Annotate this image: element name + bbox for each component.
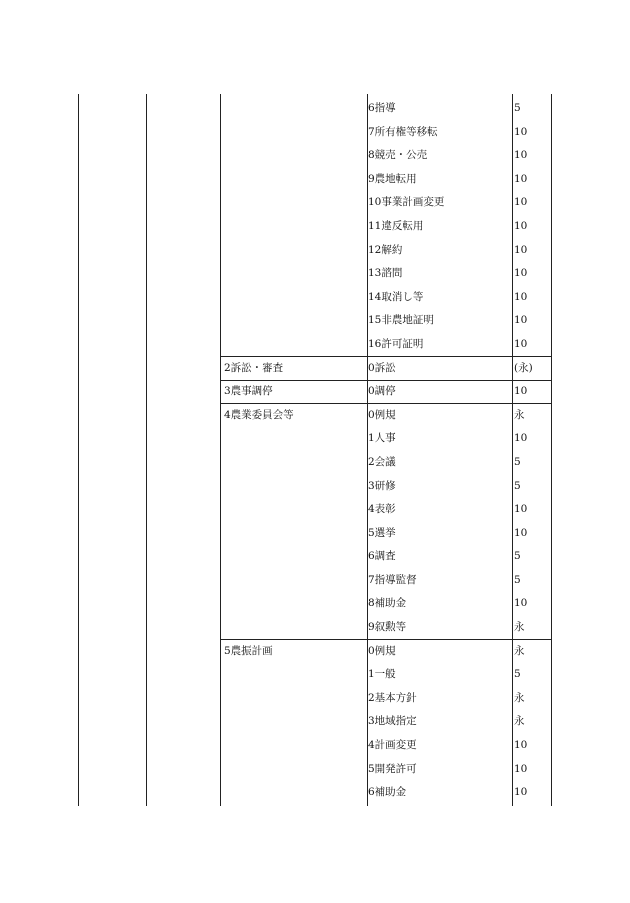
item-cell: 0例規 <box>368 644 396 657</box>
item-cell: 10事業計画変更 <box>368 196 445 209</box>
retention-years-cell: 10 <box>514 290 528 303</box>
retention-years-cell: 10 <box>514 149 528 162</box>
table-row <box>0 427 630 451</box>
table-row <box>0 616 630 640</box>
item-cell: 9叙勲等 <box>368 621 407 634</box>
item-cell: 13諮問 <box>368 267 403 280</box>
retention-years-cell: 5 <box>514 668 521 681</box>
retention-years-cell: 10 <box>514 762 528 775</box>
table-row <box>0 191 630 215</box>
item-cell: 7所有権等移転 <box>368 125 438 138</box>
item-cell: 0例規 <box>368 408 396 421</box>
retention-years-cell: 永 <box>514 408 525 421</box>
item-cell: 0訴訟 <box>368 361 396 374</box>
table-row <box>0 286 630 310</box>
item-cell: 14取消し等 <box>368 290 424 303</box>
table-row <box>0 498 630 522</box>
table-row <box>0 451 630 475</box>
table-row <box>0 215 630 239</box>
retention-years-cell: 10 <box>514 526 528 539</box>
retention-years-cell: 10 <box>514 172 528 185</box>
item-cell: 6補助金 <box>368 786 407 799</box>
retention-years-cell: 5 <box>514 102 521 114</box>
table-row <box>0 522 630 546</box>
table-row <box>0 569 630 593</box>
item-cell: 1一般 <box>368 668 396 681</box>
retention-years-cell: 10 <box>514 786 528 799</box>
table-row <box>0 640 630 664</box>
retention-years-cell: 5 <box>514 479 521 492</box>
item-cell: 16許可証明 <box>368 337 424 350</box>
retention-years-cell: 5 <box>514 573 521 586</box>
table-row <box>0 734 630 758</box>
table-row <box>0 663 630 687</box>
table-row <box>0 404 630 428</box>
category-cell: 5農振計画 <box>224 644 273 657</box>
table-row <box>0 239 630 263</box>
item-cell: 0調停 <box>368 385 396 398</box>
table-row <box>0 380 630 404</box>
table-row <box>0 333 630 357</box>
item-cell: 4計画変更 <box>368 739 417 752</box>
item-cell: 6調査 <box>368 550 396 563</box>
item-cell: 2基本方針 <box>368 691 417 704</box>
table-row <box>0 781 630 805</box>
table-row <box>0 545 630 569</box>
item-cell: 3研修 <box>368 479 396 492</box>
item-cell: 3地域指定 <box>368 715 417 728</box>
table-row <box>0 758 630 782</box>
retention-years-cell: 5 <box>514 550 521 563</box>
retention-table <box>0 97 630 805</box>
category-cell: 4農業委員会等 <box>224 408 294 421</box>
table-row <box>0 262 630 286</box>
item-cell: 15非農地証明 <box>368 314 434 327</box>
item-cell: 1人事 <box>368 432 396 445</box>
item-cell: 9農地転用 <box>368 172 417 185</box>
item-cell: 5選挙 <box>368 526 396 539</box>
item-cell: 4表彰 <box>368 503 396 516</box>
table-row <box>0 592 630 616</box>
item-cell: 5開発許可 <box>368 762 417 775</box>
item-cell: 11違反転用 <box>368 219 424 232</box>
retention-years-cell: 10 <box>514 125 528 138</box>
table-row <box>0 475 630 499</box>
table-row <box>0 168 630 192</box>
retention-years-cell: 10 <box>514 267 528 280</box>
item-cell: 8補助金 <box>368 597 407 610</box>
retention-years-cell: 10 <box>514 503 528 516</box>
retention-years-cell: 永 <box>514 644 525 657</box>
table-row <box>0 144 630 168</box>
table-row <box>0 687 630 711</box>
item-cell: 8競売・公売 <box>368 149 428 162</box>
table-row <box>0 357 630 381</box>
category-cell: 2訴訟・審査 <box>224 361 284 374</box>
retention-years-cell: 10 <box>514 196 528 209</box>
retention-years-cell: 10 <box>514 432 528 445</box>
item-cell: 12解約 <box>368 243 403 256</box>
table-row <box>0 710 630 734</box>
retention-years-cell: 10 <box>514 314 528 327</box>
retention-years-cell: 5 <box>514 455 521 468</box>
retention-years-cell: 永 <box>514 691 525 704</box>
retention-years-cell: 10 <box>514 337 528 350</box>
retention-years-cell: 永 <box>514 621 525 634</box>
item-cell: 2会議 <box>368 455 396 468</box>
item-cell: 7指導監督 <box>368 573 417 586</box>
retention-years-cell: 10 <box>514 739 528 752</box>
retention-years-cell: 永 <box>514 715 525 728</box>
retention-years-cell: 10 <box>514 219 528 232</box>
table-row <box>0 97 630 121</box>
retention-years-cell: 10 <box>514 597 528 610</box>
retention-years-cell: 10 <box>514 385 528 398</box>
table-row <box>0 309 630 333</box>
item-cell: 6指導 <box>368 102 396 114</box>
retention-years-cell: (永) <box>514 361 533 374</box>
retention-years-cell: 10 <box>514 243 528 256</box>
category-cell: 3農事調停 <box>224 385 273 398</box>
table-row <box>0 121 630 145</box>
